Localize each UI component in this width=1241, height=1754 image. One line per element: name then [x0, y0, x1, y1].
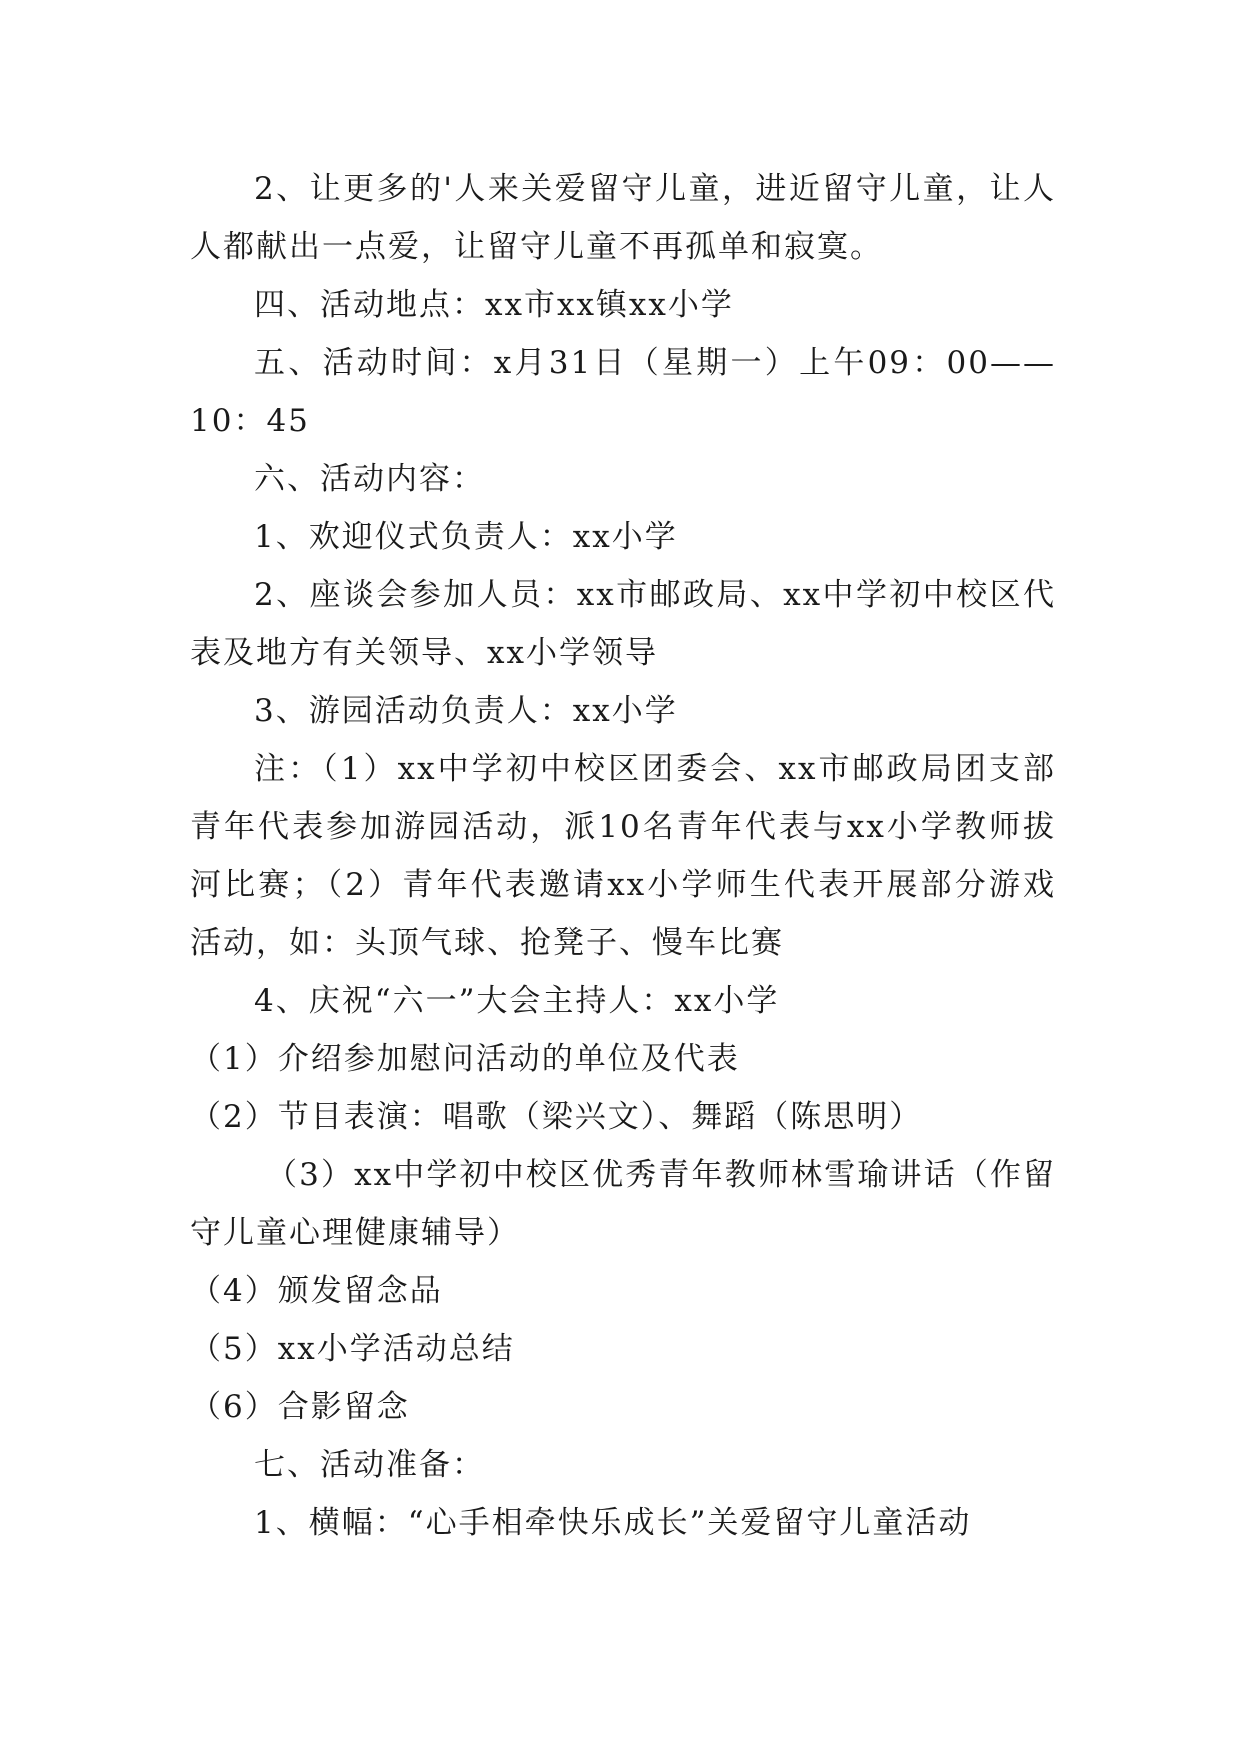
section-heading-preparation: 七、活动准备： — [254, 1447, 485, 1483]
paragraph-banner: 1、横幅：“心手相牵快乐成长”关爱留守儿童活动 — [254, 1505, 972, 1541]
paragraph-welcome: 1、欢迎仪式负责人：xx小学 — [254, 519, 678, 555]
paragraph-location: 四、活动地点：xx市xx镇xx小学 — [254, 287, 734, 323]
paragraph-celebration: 4、庆祝“六一”大会主持人：xx小学 — [254, 983, 780, 1019]
list-item-5: （5）xx小学活动总结 — [190, 1331, 515, 1367]
list-item-6: （6）合影留念 — [190, 1389, 410, 1425]
paragraph-goal-2: 2、让更多的'人来关爱留守儿童，进近留守儿童，让人人都献出一点爱，让留守儿童不再孤单和寂寞。 — [190, 171, 1056, 265]
list-item-1: （1）介绍参加慰问活动的单位及代表 — [190, 1041, 740, 1077]
section-heading-content: 六、活动内容： — [254, 461, 485, 497]
paragraph-time: 五、活动时间：x月31日（星期一）上午09：00——10：45 — [190, 345, 1056, 439]
list-item-3: （3）xx中学初中校区优秀青年教师林雪瑜讲话（作留守儿童心理健康辅导） — [190, 1157, 1056, 1251]
paragraph-note: 注：（1）xx中学初中校区团委会、xx市邮政局团支部青年代表参加游园活动，派10名青年代表与xx小学教师拔河比赛；（2）青年代表邀请xx小学师生代表开展部分游戏活动，如：头顶气球、抢凳子、慢车比赛 — [190, 751, 1056, 961]
list-item-2: （2）节目表演：唱歌（梁兴文）、舞蹈（陈思明） — [190, 1099, 923, 1135]
list-item-4: （4）颁发留念品 — [190, 1273, 443, 1309]
document-body — [190, 160, 1056, 1552]
paragraph-garden-activity: 3、游园活动负责人：xx小学 — [254, 693, 678, 729]
paragraph-symposium: 2、座谈会参加人员：xx市邮政局、xx中学初中校区代表及地方有关领导、xx小学领导 — [190, 577, 1056, 671]
